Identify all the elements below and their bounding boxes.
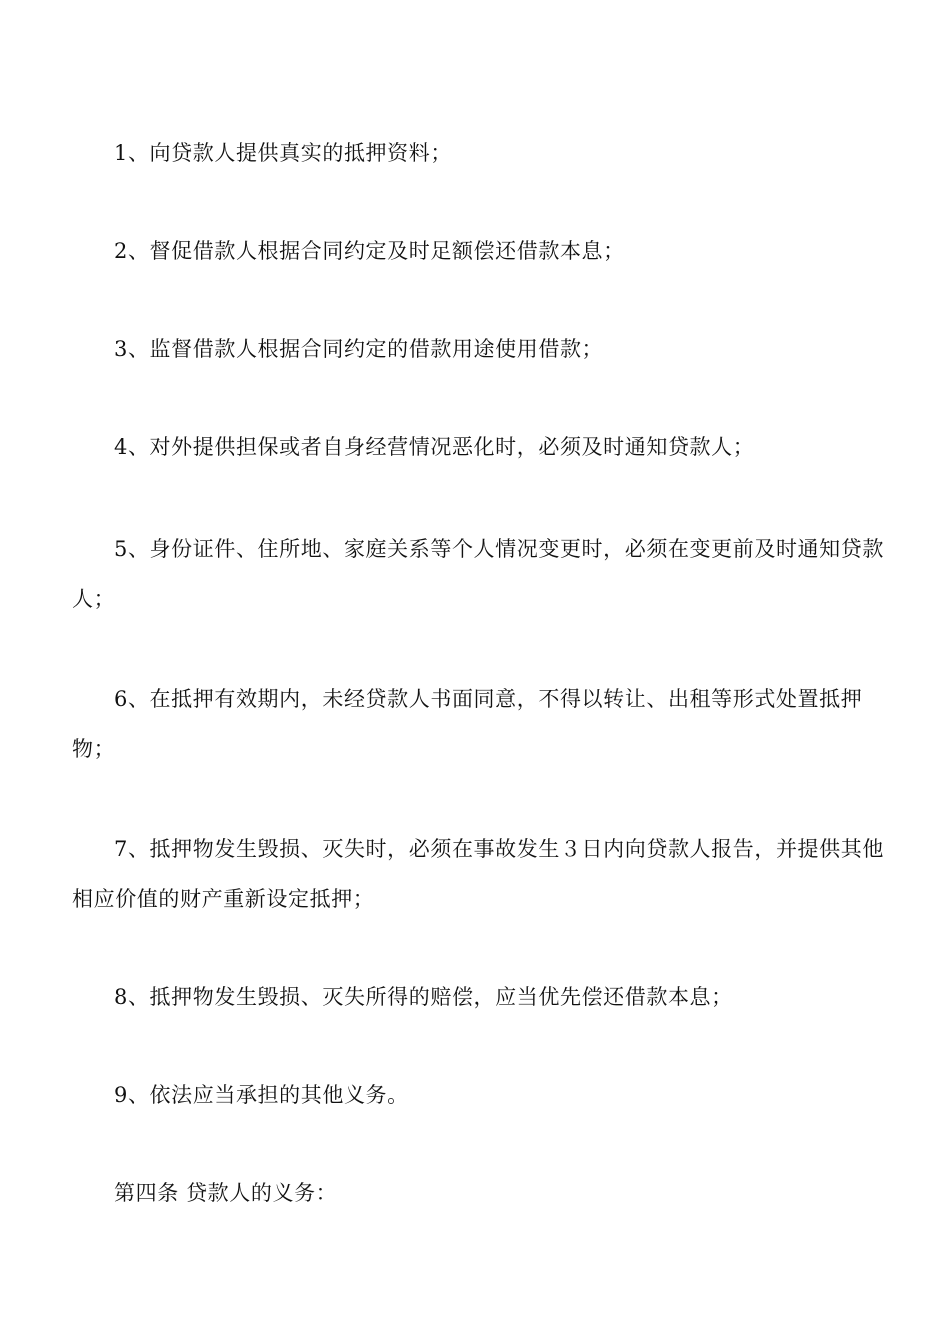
paragraph-item-4: 4、对外提供担保或者自身经营情况恶化时，必须及时通知贷款人； [114,435,755,459]
paragraph-item-6: 6、在抵押有效期内，未经贷款人书面同意，不得以转让、出租等形式处置抵押物； [72,687,863,761]
paragraph-item-1: 1、向贷款人提供真实的抵押资料； [114,141,452,165]
paragraph-item-3: 3、监督借款人根据合同约定的借款用途使用借款； [114,337,604,361]
section-heading: 第四条 贷款人的义务： [114,1181,338,1205]
paragraph-item-5: 5、身份证件、住所地、家庭关系等个人情况变更时，必须在变更前及时通知贷款人； [72,537,884,611]
paragraph-item-9: 9、依法应当承担的其他义务。 [114,1083,409,1107]
paragraph-item-8: 8、抵押物发生毁损、灭失所得的赔偿，应当优先偿还借款本息； [114,985,733,1009]
paragraph-item-2: 2、督促借款人根据合同约定及时足额偿还借款本息； [114,239,625,263]
paragraph-item-7: 7、抵押物发生毁损、灭失时，必须在事故发生３日内向贷款人报告，并提供其他相应价值的财产重新设定抵押； [72,837,884,911]
